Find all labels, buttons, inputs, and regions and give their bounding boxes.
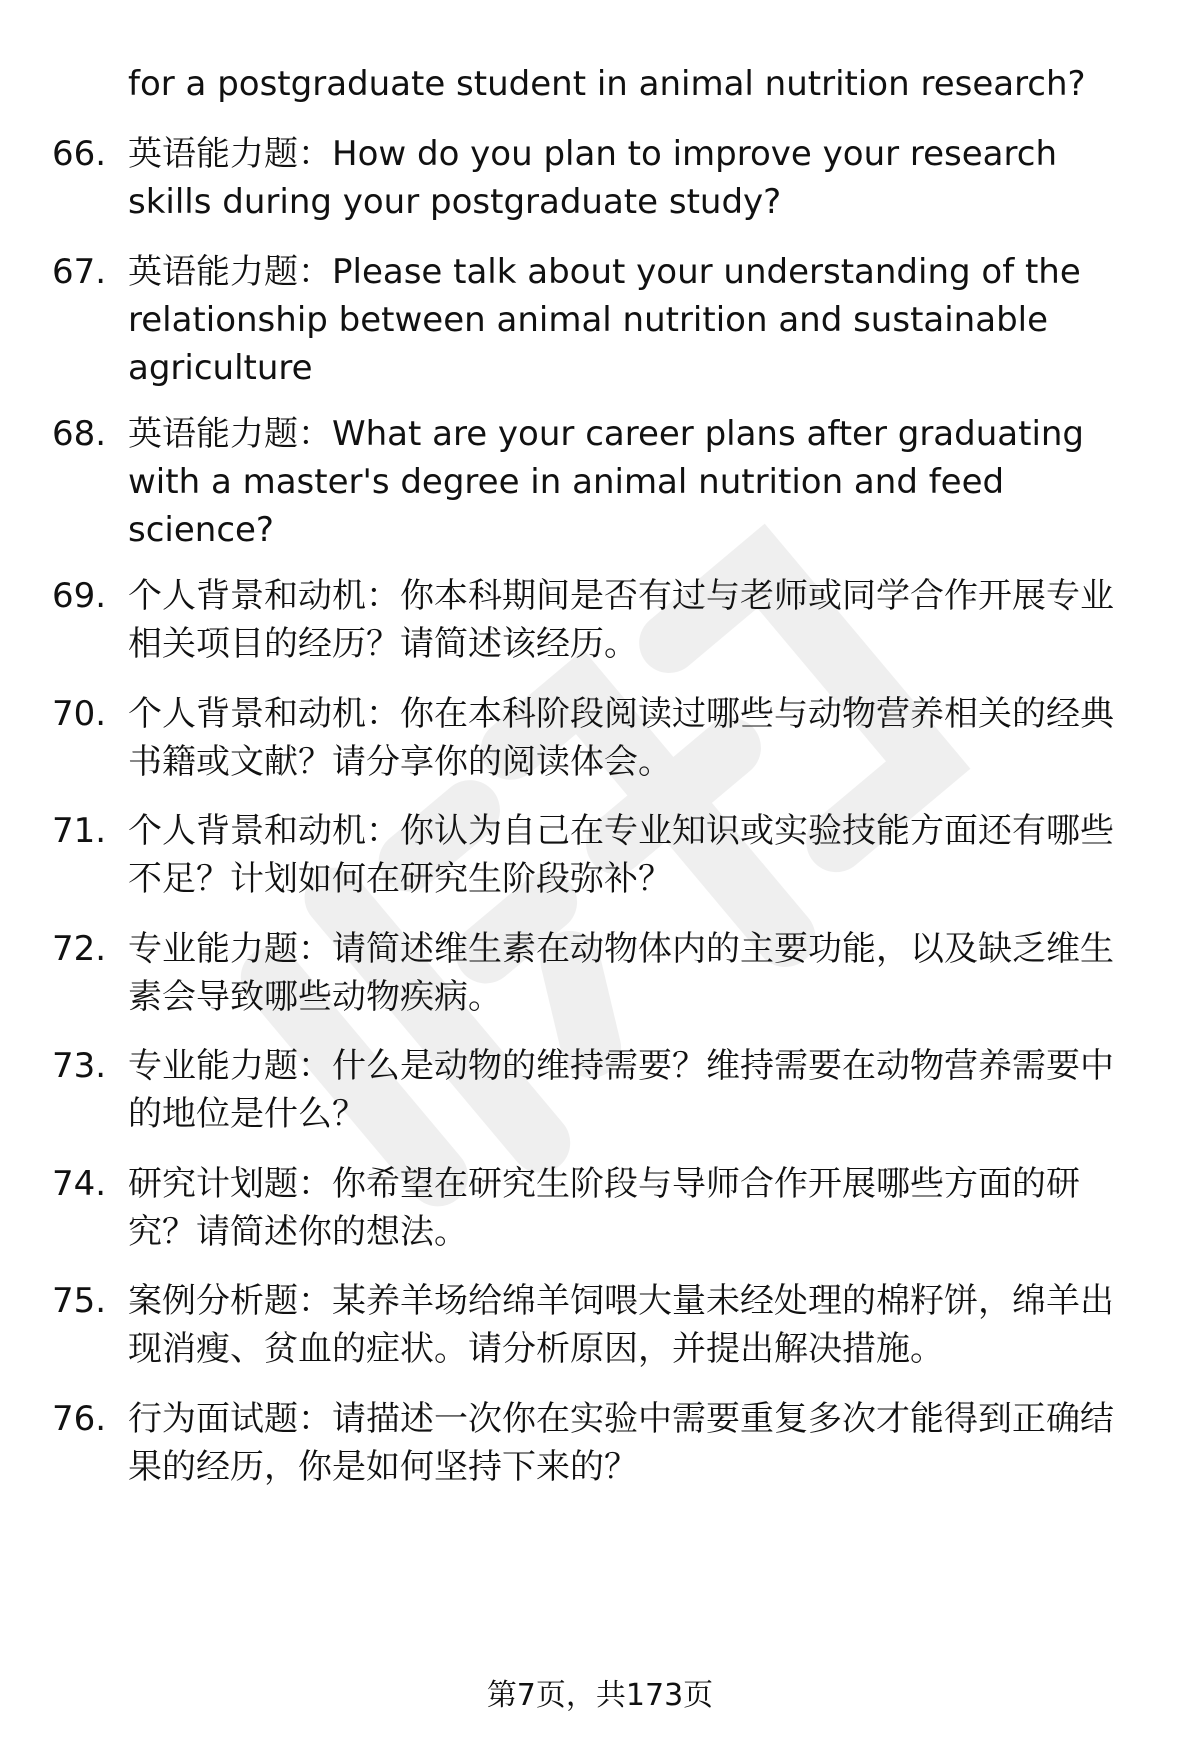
item-text: 专业能力题：什么是动物的维持需要？维持需要在动物营养需要中的地位是什么？ xyxy=(128,1046,1114,1134)
page-number-footer: 第7页，共173页 xyxy=(486,1678,714,1713)
item-number: 75. xyxy=(52,1281,107,1321)
item-text: 专业能力题：请简述维生素在动物体内的主要功能，以及缺乏维生素会导致哪些动物疾病。 xyxy=(128,929,1114,1017)
item-text: 英语能力题：What are your career plans after graduating with a master's degree in animal nutrition and feed science? xyxy=(128,414,1085,550)
item-number: 67. xyxy=(52,252,107,292)
item-number: 72. xyxy=(52,929,107,969)
continuation-text: for a postgraduate student in animal nutrition research? xyxy=(128,64,1086,104)
item-number: 71. xyxy=(52,811,107,851)
item-number: 66. xyxy=(52,134,107,174)
item-number: 70. xyxy=(52,694,107,734)
item-text: 行为面试题：请描述一次你在实验中需要重复多次才能得到正确结果的经历，你是如何坚持下来的？ xyxy=(128,1399,1114,1487)
item-text: 个人背景和动机：你认为自己在专业知识或实验技能方面还有哪些不足？计划如何在研究生阶段弥补？ xyxy=(128,811,1114,899)
item-number: 73. xyxy=(52,1046,107,1086)
item-text: 案例分析题：某养羊场给绵羊饲喂大量未经处理的棉籽饼，绵羊出现消瘦、贫血的症状。请分析原因，并提出解决措施。 xyxy=(128,1281,1114,1369)
item-text: 个人背景和动机：你本科期间是否有过与老师或同学合作开展专业相关项目的经历？请简述该经历。 xyxy=(128,576,1114,664)
item-text: 个人背景和动机：你在本科阶段阅读过哪些与动物营养相关的经典书籍或文献？请分享你的阅读体会。 xyxy=(128,694,1114,782)
item-number: 69. xyxy=(52,576,107,616)
item-number: 76. xyxy=(52,1399,107,1439)
item-number: 68. xyxy=(52,414,107,454)
item-text: 英语能力题：Please talk about your understanding of the relationship between animal nutrition and sustainable agriculture xyxy=(128,252,1081,388)
item-text: 英语能力题：How do you plan to improve your research skills during your postgraduate study? xyxy=(128,134,1057,222)
item-number: 74. xyxy=(52,1164,107,1204)
item-text: 研究计划题：你希望在研究生阶段与导师合作开展哪些方面的研究？请简述你的想法。 xyxy=(128,1164,1080,1252)
